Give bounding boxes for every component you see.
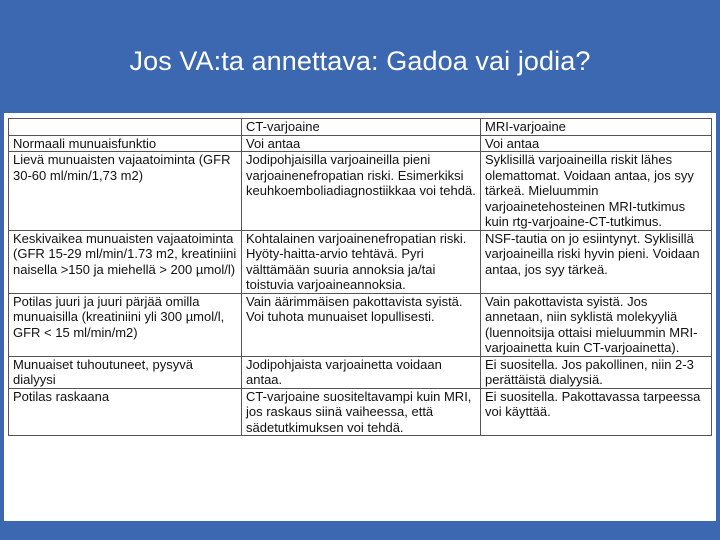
header-cell-ct: CT-varjoaine — [242, 119, 481, 136]
table-panel — [4, 113, 716, 521]
mri-cell: Vain pakottavista syistä. Jos annetaan, niin syklistä molekyyliä (luennoitsija ottaisi mieluummin MRI-varjoainetta kuin CT-varjoainetta). — [481, 293, 712, 356]
bottom-strip — [0, 521, 720, 540]
table-row — [9, 230, 712, 293]
table-row — [9, 152, 712, 231]
mri-cell: Ei suositella. Jos pakollinen, niin 2-3 perättäistä dialyysiä. — [481, 356, 712, 388]
header-cell-condition — [9, 119, 242, 136]
mri-cell: NSF-tautia on jo esiintynyt. Syklisillä varjoaineilla riski hyvin pieni. Voidaan antaa, jos syy tärkeä. — [481, 230, 712, 293]
table-row — [9, 388, 712, 436]
ct-cell: Jodipohjaisilla varjoaineilla pieni varjoainenefropatian riski. Esimerkiksi keuhkoemboliadiagnostiikkaa voi tehdä. — [242, 152, 481, 231]
condition-cell: Potilas juuri ja juuri pärjää omilla munuaisilla (kreatiniini yli 300 µmol/l, GFR < 15 ml/min/m2) — [9, 293, 242, 356]
table-row — [9, 293, 712, 356]
header-cell-mri: MRI-varjoaine — [481, 119, 712, 136]
contrast-agent-table — [8, 118, 712, 436]
slide-title: Jos VA:ta annettava: Gadoa vai jodia? — [129, 46, 591, 76]
ct-cell: Voi antaa — [242, 135, 481, 152]
condition-cell: Lievä munuaisten vajaatoiminta (GFR 30-60 ml/min/1,73 m2) — [9, 152, 242, 231]
table-row — [9, 356, 712, 388]
table-header-row — [9, 119, 712, 136]
condition-cell: Normaali munuaisfunktio — [9, 135, 242, 152]
condition-cell: Keskivaikea munuaisten vajaatoiminta (GFR 15-29 ml/min/1.73 m2, kreatiniini naisella >150 ja miehellä > 200 µmol/l) — [9, 230, 242, 293]
mri-cell: Voi antaa — [481, 135, 712, 152]
mri-cell: Syklisillä varjoaineilla riskit lähes olemattomat. Voidaan antaa, jos syy tärkeä. Mieluummin varjoainetehosteinen MRI-tutkimus kuin rtg-varjoaine-CT-tutkimus. — [481, 152, 712, 231]
mri-cell: Ei suositella. Pakottavassa tarpeessa voi käyttää. — [481, 388, 712, 436]
condition-cell: Munuaiset tuhoutuneet, pysyvä dialyysi — [9, 356, 242, 388]
ct-cell: CT-varjoaine suositeltavampi kuin MRI, jos raskaus siinä vaiheessa, että sädetutkimuksen voi tehdä. — [242, 388, 481, 436]
table-row — [9, 135, 712, 152]
ct-cell: Vain äärimmäisen pakottavista syistä. Voi tuhota munuaiset lopullisesti. — [242, 293, 481, 356]
ct-cell: Kohtalainen varjoainenefropatian riski. Hyöty-haitta-arvio tehtävä. Pyri välttämään suuria annoksia ja/tai toistuvia varjoaineannoksia. — [242, 230, 481, 293]
condition-cell: Potilas raskaana — [9, 388, 242, 436]
ct-cell: Jodipohjaista varjoainetta voidaan antaa. — [242, 356, 481, 388]
